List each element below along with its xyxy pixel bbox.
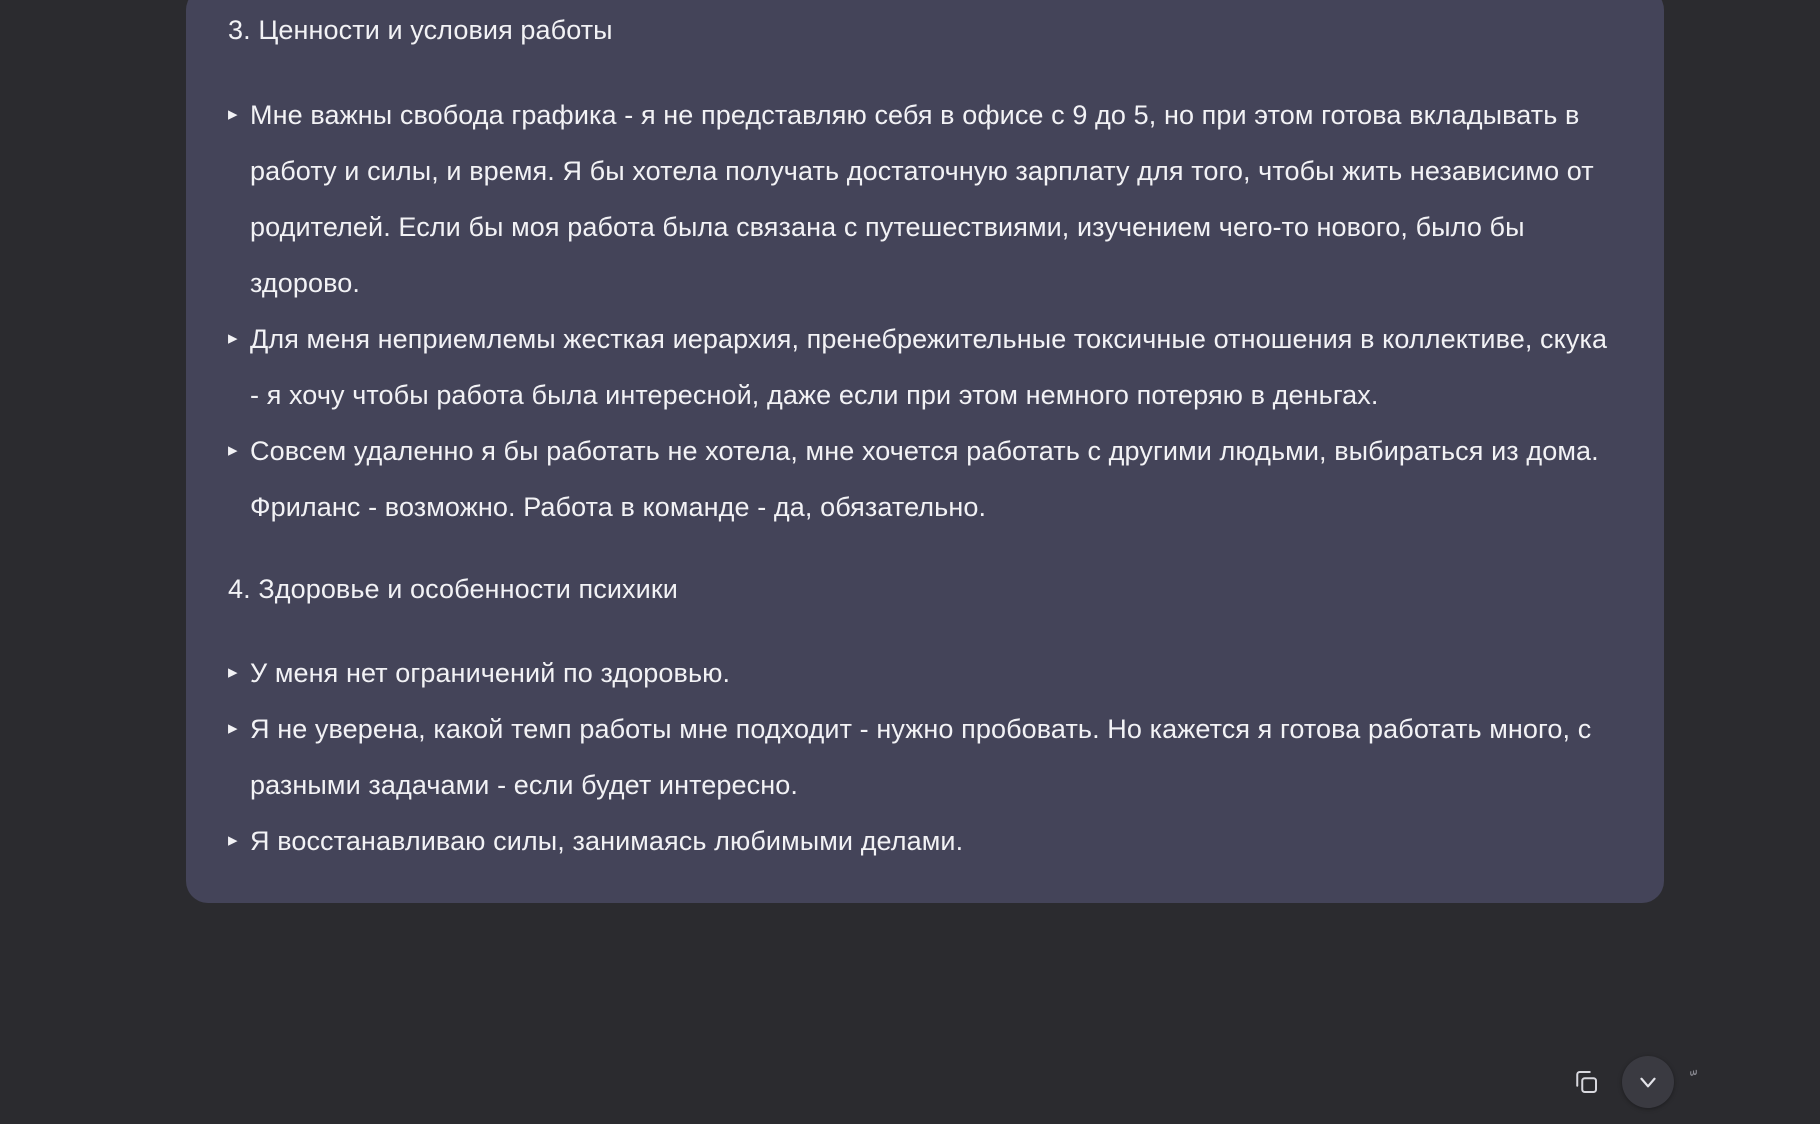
bullet-marker-icon: ▸ <box>228 718 238 739</box>
section-heading: 3. Ценности и условия работы <box>228 15 613 45</box>
bullet-marker-icon: ▸ <box>228 662 238 683</box>
section-4-bullet-list <box>228 645 1622 869</box>
list-item <box>228 813 1622 869</box>
list-item-text: Совсем удаленно я бы работать не хотела, мне хочется работать с другими людьми, выбираться из дома. Фриланс - возможно. Работа в команде - да, обязательно. <box>250 435 1599 522</box>
list-item-text: У меня нет ограничений по здоровью. <box>250 658 731 688</box>
list-item <box>228 311 1622 423</box>
list-item-text: Я не уверена, какой темп работы мне подходит - нужно пробовать. Но кажется я готова работать много, с разными задачами - если будет интересно. <box>250 714 1592 800</box>
chevron-down-icon <box>1635 1069 1661 1095</box>
bullet-marker-icon: ▸ <box>228 103 238 125</box>
bullet-marker-icon: ▸ <box>228 327 238 349</box>
list-item-text: Мне важны свобода графика - я не представляю себя в офисе с 9 до 5, но при этом готова вкладывать в работу и силы, и время. Я бы хотела получать достаточную зарплату для того, чтобы жить независимо от родителей. Если бы моя работа была связана с путешествиями, изучением чего-то нового, было бы здорово. <box>250 99 1594 298</box>
spacer <box>228 609 1622 645</box>
bottom-action-icons <box>1564 1056 1688 1108</box>
spacer <box>228 51 1622 87</box>
list-item <box>228 87 1622 311</box>
list-item <box>228 645 1622 701</box>
list-item-text: Я восстанавливаю силы, занимаясь любимыми делами. <box>250 826 964 856</box>
section-3 <box>228 10 1622 535</box>
section-3-bullet-list <box>228 87 1622 535</box>
bullet-marker-icon: ▸ <box>228 830 238 851</box>
section-heading: 4. Здоровье и особенности психики <box>228 573 678 604</box>
list-item <box>228 423 1622 535</box>
section-4 <box>228 569 1622 870</box>
list-item <box>228 701 1622 813</box>
list-item-text: Для меня неприемлемы жесткая иерархия, пренебрежительные токсичные отношения в коллективе, скука - я хочу чтобы работа была интересной, даже если при этом немного потеряю в деньгах. <box>250 323 1608 410</box>
assistant-message-bubble <box>186 0 1664 903</box>
spacer <box>228 535 1622 569</box>
copy-icon[interactable] <box>1564 1060 1608 1104</box>
bottom-bar <box>0 1004 1820 1124</box>
scroll-to-bottom-button[interactable] <box>1622 1056 1674 1108</box>
bullet-marker-icon: ▸ <box>228 439 238 461</box>
